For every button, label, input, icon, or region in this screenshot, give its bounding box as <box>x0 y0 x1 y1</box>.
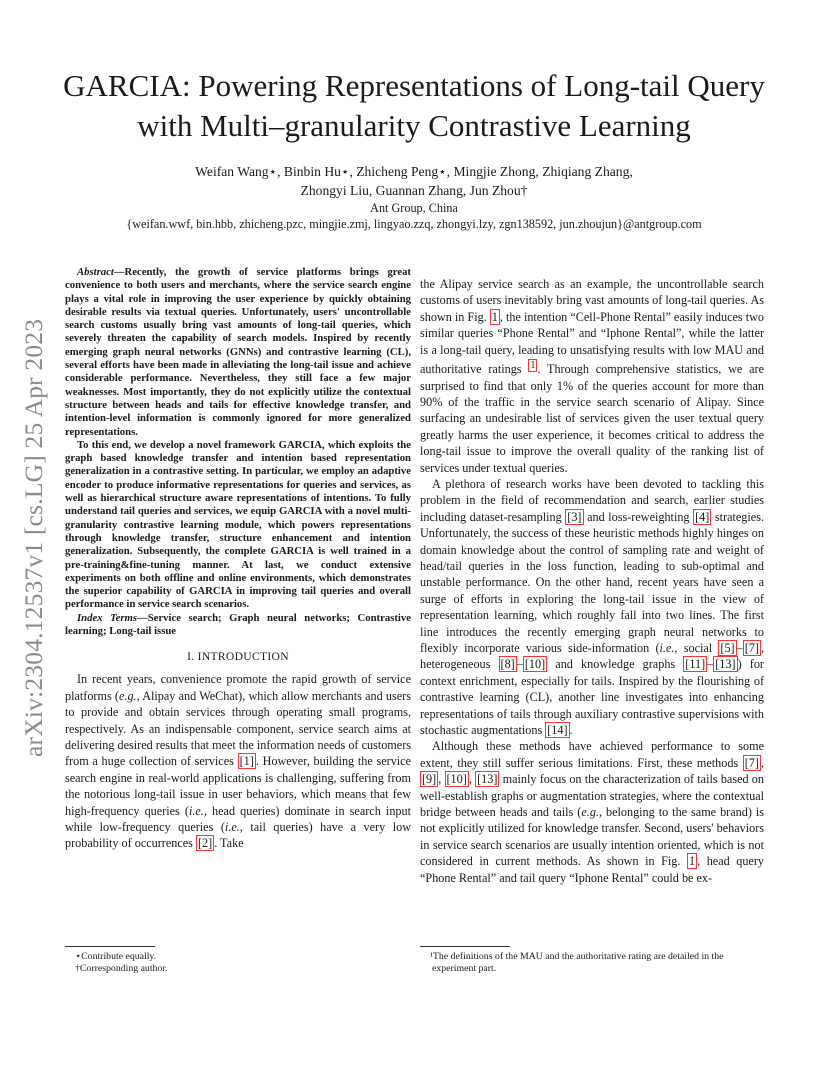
footnote-rule <box>420 946 510 947</box>
text-run: . <box>569 723 573 738</box>
citation-link[interactable]: [1] <box>239 754 254 769</box>
text-run: Alipay and WeChat), which allow merchants and users to provide and obtain services through operating small programs, respectively. As an indispensable component, service search aims at delivering desired results that meet the information needs of customers from a huge collection of services <box>65 688 411 769</box>
footnote-equal-contribution: ⋆Contribute equally. <box>75 951 157 962</box>
text-run: In recent years, convenience promote the rapid growth of service platforms ( <box>65 672 411 703</box>
text-run: and loss-reweighting <box>583 509 694 524</box>
right-paragraph-1 <box>420 276 764 476</box>
text-run: . However, building the service search engine in real-world applications is challenging, suffering from the notorious long-tail issue in user behaviors, which means that few high-frequency queries ( <box>65 754 411 818</box>
left-column <box>65 266 411 852</box>
text-run: ) for context enrichment, especially for tails. Inspired by the flourishing of contrastive learning (CL), another line investigates into enhancing representations of tails through auxiliary contrastive supervisions with stochastic augmentations <box>420 657 764 738</box>
text-run: mainly focus on the characterization of tails based on well-establish graphs or augmentation strategies, where the contextual bridge between heads and tails ( <box>420 772 764 820</box>
citation-link[interactable]: [9] <box>422 772 437 787</box>
text-run: . Through comprehensive statistics, we are surprised to find that only 1% of the queries account for more than 90% of the traffic in the service search scenario of Alipay. Since surfacing an undesirable list of services given the user textual query greatly harms the user experience, it becomes critical to address the long-tail issue to improve the overall quality of the ranking list of services under textual queries. <box>420 362 764 475</box>
text-run: Although these methods have achieved performance to some extent, they still suffer serious limitations. First, these methods <box>420 739 764 770</box>
text-run: A plethora of research works have been devoted to tackling this problem in the field of recommendation and search, earlier studies including dataset-resampling <box>420 476 764 524</box>
right-paragraph-2 <box>420 476 764 739</box>
abstract-text-1: —Recently, the growth of service platforms brings great convenience to both users and merchants, where the service search engine plays a vital role in improving the user experience by quickly obtaining desirable results via textual queries. Unfortunately, users' uncontrollable search customs usually bring vast amounts of long-tail queries, which severely threaten the capability of search models. Inspired by recently emerging graph neural networks (GNNs) and contrastive learning (CL), several efforts have been made in alleviating the long-tail issue and achieve considerable performance. Nevertheless, they still face a few major weaknesses. Most importantly, they do not explicitly utilize the contextual structure between heads and tails for effective knowledge transfer, and intention-level information is commonly ignored for more generalized representations. <box>65 266 411 438</box>
citation-link[interactable]: [13] <box>715 657 736 672</box>
right-paragraph-3 <box>420 738 764 886</box>
right-column <box>420 276 764 886</box>
citation-link[interactable]: [14] <box>547 723 568 738</box>
text-run: – <box>707 657 714 672</box>
footnote-rule <box>65 946 155 947</box>
citation-link[interactable]: [13] <box>477 772 498 787</box>
footnotes-left <box>65 946 411 975</box>
abstract-paragraph-2: To this end, we develop a novel framework GARCIA, which exploits the graph based knowledge transfer and intention based representation generalization in a contrastive setting. In particular, we employ an adaptive encoder to produce informative representations for queries and services, as well as hierarchical structure aware representations of intentions. To fully understand tail queries and services, we equip GARCIA with a novel multi-granularity contrastive learning module, which powers representations through knowledge transfer, structure enhancement and intention generalization. Subsequently, the complete GARCIA is well trained in a pre-training&fine-tuning manner. At last, we conduct extensive experiments on both offline and online environments, which demonstrates the superior capability of GARCIA in improving tail queries and overall performance in service search scenarios. <box>65 438 411 611</box>
text-run: . Take <box>214 836 244 851</box>
abstract-label: Abstract <box>77 266 114 278</box>
figure-link[interactable]: 1 <box>689 854 696 869</box>
affiliation: Ant Group, China <box>370 201 458 215</box>
index-terms-label: Index Terms <box>77 611 138 624</box>
text-run: head queries) dominate in search input while low-frequency queries ( <box>65 803 411 834</box>
text-run: , heterogeneous <box>420 641 764 672</box>
author-list <box>60 162 768 200</box>
citation-link[interactable]: [7] <box>744 755 759 770</box>
text-run: , <box>468 772 476 787</box>
arxiv-sidebar-stamp: arXiv:2304.12537v1 [cs.LG] 25 Apr 2023 <box>19 318 48 757</box>
citation-link[interactable]: [2] <box>197 836 213 851</box>
citation-link[interactable]: [5] <box>720 641 735 655</box>
citation-link[interactable]: [7] <box>744 641 759 655</box>
text-run-italic: e.g., <box>581 805 603 820</box>
text-run: – <box>516 657 523 672</box>
abstract-paragraph-1 <box>65 266 411 439</box>
citation-link[interactable]: [3] <box>567 509 582 524</box>
intro-paragraph-1 <box>65 671 411 851</box>
footnote-link[interactable]: 1 <box>530 360 536 372</box>
text-run: strategies. Unfortunately, the success of these heuristic methods highly hinges on domain knowledge about the control of sampling rate and weight of head/tail queries in the loss function, leading to sub-optimal and unstable performance. On the other hand, recent years have seen a surge of efforts in exploring the long-tail issue in the view of representation learning, which roughly fall into two lines. The first line introduces the recently emerging graph neural networks to flexibly incorporate various side-information ( <box>420 509 764 655</box>
citation-link[interactable]: [8] <box>500 657 515 672</box>
footnotes-right <box>420 946 764 975</box>
paper-title: GARCIA: Powering Representations of Long-tail Query with Multi–granularity Contrastive Learning <box>63 68 765 143</box>
text-run: belonging to the same brand) is not explicitly utilized for knowledge transfer. Second, users' behaviors in service search scenarios are usually intention oriented, which is not considered in current methods. As shown in Fig. <box>420 805 764 869</box>
text-run: social <box>677 641 719 655</box>
text-run: – <box>736 641 743 655</box>
text-run: , head query “Phone Rental” and tail query “Iphone Rental” could be ex- <box>420 854 764 885</box>
citation-link[interactable]: [4] <box>695 509 710 524</box>
footnote-corresponding-author: †Corresponding author. <box>75 963 168 974</box>
text-run-italic: i.e., <box>659 641 678 655</box>
text-run-italic: i.e., <box>188 803 207 818</box>
text-run: and knowledge graphs <box>547 657 684 672</box>
citation-link[interactable]: [11] <box>685 657 706 672</box>
citation-link[interactable]: [10] <box>524 657 546 672</box>
index-terms-text: —Service search; Graph neural networks; Contrastive learning; Long-tail issue <box>65 611 411 638</box>
author-emails: {weifan.wwf, bin.hbb, zhicheng.pzc, mingjie.zmj, lingyao.zzq, zhongyi.lzy, zgn138592, jun.zhoujun}@antgroup.com <box>126 217 702 231</box>
author-line-2: Zhongyi Liu, Guannan Zhang, Jun Zhou† <box>300 183 528 198</box>
figure-link[interactable]: 1 <box>491 309 498 324</box>
text-run: tail queries) have a very low probability of occurrences <box>65 819 411 851</box>
footnote-mau-definition: ¹The definitions of the MAU and the authoritative rating are detailed in the experiment part. <box>430 951 724 974</box>
index-terms <box>65 612 411 639</box>
text-run-italic: e.g., <box>119 688 140 703</box>
section-heading-introduction: I. INTRODUCTION <box>187 650 289 664</box>
citation-link[interactable]: [10] <box>446 772 467 787</box>
text-run: , the intention “Cell-Phone Rental” easily induces two similar queries “Phone Rental” and “Iphone Rental”, while the latter is a long-tail query, leading to unsatisfying results with low MAU and authoritative ratings <box>420 309 764 377</box>
text-run-italic: i.e., <box>224 819 243 834</box>
author-line-1: Weifan Wang⋆, Binbin Hu⋆, Zhicheng Peng⋆, Mingjie Zhong, Zhiqiang Zhang, <box>195 164 633 179</box>
text-run: the Alipay service search as an example, the uncontrollable search customs of users inevitably bring vast amounts of long-tail queries. As shown in Fig. <box>420 277 764 324</box>
text-run: , <box>438 772 445 787</box>
text-run: , <box>760 755 764 770</box>
